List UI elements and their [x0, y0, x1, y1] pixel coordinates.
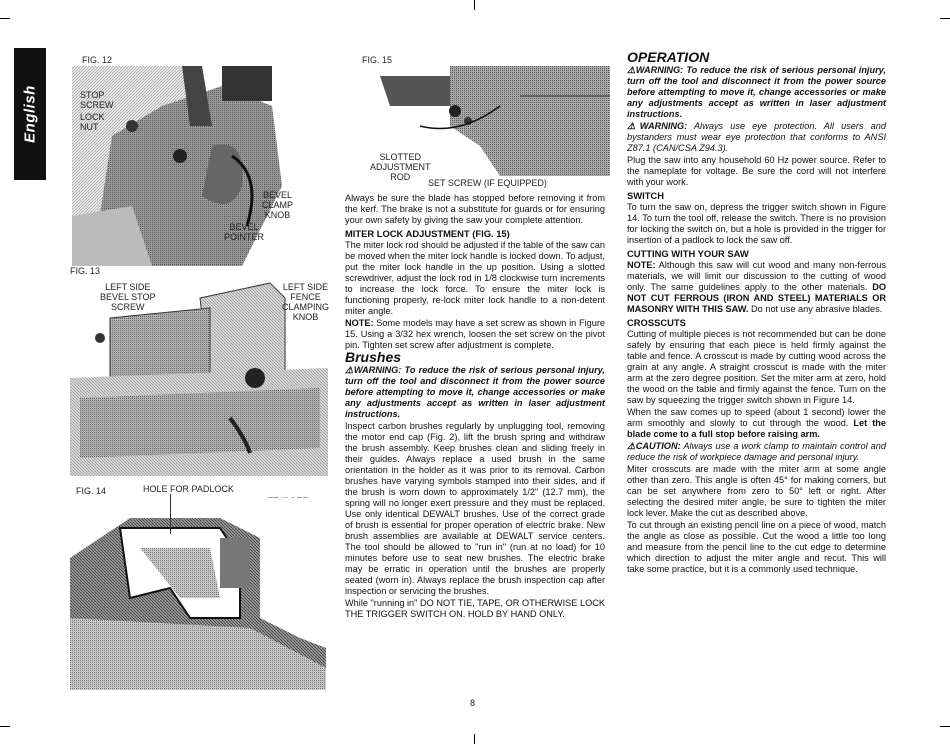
- section-heading: MITER LOCK ADJUSTMENT (FIG. 15): [345, 228, 510, 239]
- fig14-hole-for-padlock: HOLE FOR PADLOCK: [143, 484, 234, 494]
- caution-text: Always use a work clamp to maintain control and reduce the risk of workpiece damage and personal injury.: [627, 441, 886, 462]
- section-heading: CUTTING WITH YOUR SAW: [627, 248, 749, 259]
- paragraph: While "running in" DO NOT TIE, TAPE, OR OTHERWISE LOCK THE TRIGGER SWITCH ON. HOLD BY HAND ONLY.: [345, 598, 605, 619]
- caution-paragraph: [627, 441, 886, 463]
- warning-text: Always use eye protection. All users and bystanders must wear eye protection that conforms to ANSI Z87.1 (CAN/CSA Z94.3).: [627, 121, 886, 153]
- paragraph: Miter crosscuts are made with the miter arm at some angle other than zero. This angle is often 45° for making corners, but can be set anywhere from zero to 50° left or right. After selecting the desired miter angle, be sure to tighten the miter lock lever. Make the cut as described above.: [627, 464, 886, 518]
- warning-text: ⚠WARNING: To reduce the risk of serious personal injury, turn off the tool and disconnect it from the power source before attempting to move it, change accessories or make any adjustments accept as written in laser adjustment instructions.: [345, 365, 605, 419]
- fig13-label: FIG. 13: [70, 266, 101, 276]
- paragraph: Cutting of multiple pieces is not recommended but can be done safely by ensuring that each piece is held firmly against the table and fence. A crosscut is made by cutting wood across the grain at any angle. A straight crosscut is made with the miter arm at the zero degree position. Set the miter arm at zero, hold the wood on the table and firmly against the fence. Turn on the saw by squeezing the trigger switch shown in Figure 14.: [627, 329, 886, 405]
- warning-paragraph: [627, 121, 886, 154]
- paragraph: Inspect carbon brushes regularly by unplugging tool, removing the motor end cap (Fig. 2), lift the brush spring and withdraw the brush assembly. Keep brushes clean and sliding freely in their guides. Always replace a used brush in the same orientation in the holder as it was prior to its removal. Carbon brushes have varying symbols stamped into their sides, and if the brush is worn down to approximately 1/2" (12.7 mm), the spring will no longer exert pressure and they must be replaced. Use only identical DEWALT brushes. Use of the correct grade of brush is essential for proper operation of electric brake. New brush assemblies are available at DEWALT service centers. The tool should be allowed to "run in" (run at no load) for 10 minutes before use to seat new brushes. The electric brake may be erratic in operation until the brushes are properly seated (worn in). Always replace the brush inspection cap after inspection or servicing the brushes.: [345, 421, 605, 596]
- paragraph: Always be sure the blade has stopped before removing it from the kerf. The brake is not a substitute for guards or for ensuring your own safety by giving the saw your complete attention.: [345, 193, 605, 225]
- section-heading: SWITCH: [627, 190, 664, 201]
- paragraph: The miter lock rod should be adjusted if the table of the saw can be moved when the miter lock handle is locked down. To adjust, put the miter lock handle in the up position. Using a slotted screwdriver, adjust the lock rod in 1/8 clockwise turn increments to increase the lock force. To ensure the miter lock is functioning properly, re-lock miter lock handle to a non-detent miter angle.: [345, 240, 605, 316]
- crop-mark: [474, 0, 475, 10]
- warning-label: ⚠WARNING:: [627, 121, 688, 131]
- paragraph-bold: Let the blade come to a full stop before raising arm.: [627, 418, 886, 439]
- note-end: Do not use any abrasive blades.: [748, 304, 883, 314]
- fig12-lock-nut: LOCK NUT: [80, 112, 105, 132]
- fig15-slotted-rod: SLOTTED ADJUSTMENT ROD: [370, 152, 431, 182]
- right-column: [627, 49, 886, 576]
- crop-mark: [474, 734, 475, 744]
- fig13-left-fence-knob: LEFT SIDE FENCE CLAMPING KNOB: [282, 282, 330, 322]
- page-number: 8: [470, 698, 476, 708]
- note-label: NOTE:: [345, 318, 374, 328]
- fig15-label: FIG. 15: [362, 55, 393, 65]
- note-paragraph: [627, 260, 886, 315]
- paragraph: To turn the saw on, depress the trigger switch shown in Figure 14. To turn the tool off, release the switch. There is no provision for locking the switch on, but a hole is provided in the trigger for insertion of a padlock to lock the saw off.: [627, 202, 886, 245]
- note-text: Some models may have a set screw as shown in Figure 15. Using a 3/32 hex wrench, loosen the set screw on the pivot pin. Tighten set screw after adjustment is complete.: [345, 318, 605, 350]
- section-heading: CROSSCUTS: [627, 317, 686, 328]
- paragraph: To cut through an existing pencil line on a piece of wood, match the angle as close as possible. Cut the wood a little too long and measure from the pencil line to the cut edge to determine which direction to adjust the miter angle and recut. This will take some practice, but it is a commonly used technique.: [627, 520, 886, 574]
- fig14-label: FIG. 14: [76, 486, 107, 496]
- page-heading: OPERATION: [627, 49, 710, 65]
- fig14-image: [70, 498, 326, 690]
- fig14-leader-hole: [170, 494, 171, 534]
- fig12-stop-screw: STOP SCREW: [80, 90, 114, 110]
- crop-mark: [0, 726, 10, 727]
- language-tab-label: English: [21, 85, 39, 143]
- language-tab: [14, 48, 46, 180]
- paragraph: [627, 407, 886, 440]
- fig12-bevel-pointer: BEVEL POINTER: [224, 222, 265, 242]
- caution-label: ⚠CAUTION:: [627, 441, 681, 451]
- note-bold: DO NOT CUT FERROUS (IRON AND STEEL) MATERIALS OR MASONRY WITH THIS SAW.: [627, 282, 886, 314]
- fig12-bevel-clamp-knob: BEVEL CLAMP KNOB: [262, 190, 294, 220]
- paragraph: Plug the saw into any household 60 Hz power source. Refer to the nameplate for voltage. Be sure the cord will not interfere with your work.: [627, 155, 886, 187]
- fig12-label: FIG. 12: [82, 55, 113, 65]
- crop-mark: [0, 18, 10, 19]
- warning-text: ⚠WARNING: To reduce the risk of serious personal injury, turn off the tool and disconnect it from the power source before attempting to move it, change accessories or make any adjustments accept as written in laser adjustment instructions.: [627, 65, 886, 119]
- fig13-left-bevel-stop-screw: LEFT SIDE BEVEL STOP SCREW: [100, 282, 156, 312]
- paragraph-text: When the saw comes up to speed (about 1 second) lower the arm smoothly and slowly to cut through the wood.: [627, 407, 886, 428]
- note-label: NOTE:: [627, 260, 656, 270]
- note-text: Although this saw will cut wood and many non-ferrous materials, we will limit our discussion to the cutting of wood only. The same guidelines apply to the other materials.: [627, 260, 886, 292]
- middle-column: [345, 193, 605, 621]
- crop-mark: [940, 18, 950, 19]
- crop-mark: [940, 726, 950, 727]
- section-heading: Brushes: [345, 349, 402, 365]
- note-paragraph: [345, 318, 605, 351]
- fig15-set-screw: SET SCREW (IF EQUIPPED): [428, 178, 547, 188]
